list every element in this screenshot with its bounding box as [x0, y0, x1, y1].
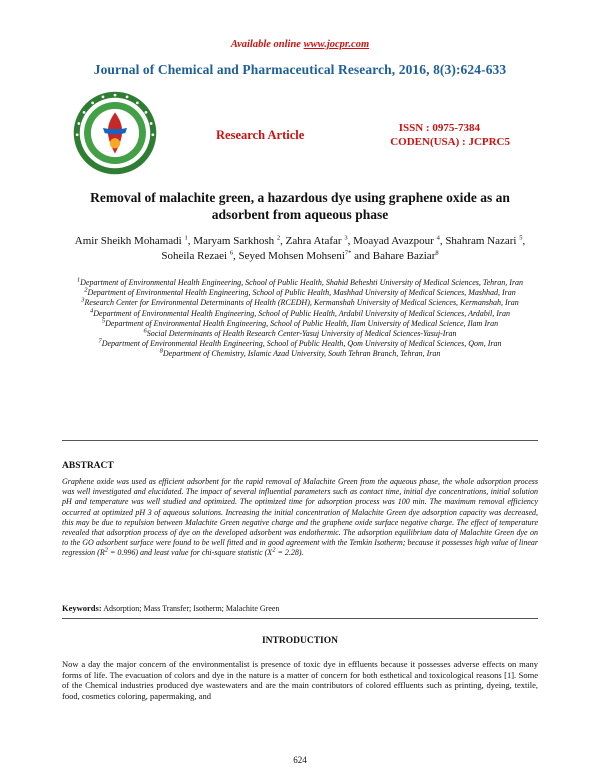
abstract-text: = 0.996) and least value for chi-square statistic (X: [107, 548, 273, 558]
author-name: , Soheila Rezaei: [161, 235, 526, 262]
author-sup: 7*: [344, 248, 352, 256]
affiliation-text: Department of Environmental Health Engineering, School of Public Health, Qom University of Medical Sciences, Qom, Iran: [101, 339, 502, 349]
title-line: adsorbent from aqueous phase: [211, 207, 389, 222]
affiliations: [62, 278, 538, 360]
abstract-sup: 2: [104, 546, 108, 554]
affiliation-sup: 3: [81, 296, 85, 304]
affiliation-sup: 6: [143, 327, 147, 335]
available-prefix: Available online: [230, 39, 304, 50]
author-sup: 5: [519, 234, 523, 242]
article-type: Research Article: [216, 128, 305, 142]
abstract-sup: 2: [272, 546, 276, 554]
affiliation-item: [62, 298, 538, 308]
affiliation-text: Department of Environmental Health Engineering, School of Public Health, Ilam University of Medical Science, Ilam Iran: [105, 318, 499, 328]
issn: ISSN : 0975-7384: [398, 122, 480, 134]
affiliation-item: [62, 278, 538, 288]
affiliation-sup: 5: [101, 317, 106, 325]
affiliation-sup: 1: [76, 276, 81, 284]
affiliation-sup: 4: [90, 306, 94, 314]
introduction-body: Now a day the major concern of the environmentalist is presence of toxic dye in effluents because it possesses adverse effects on many forms of life. The evacuation of colors and dye in the nature is a matter of concern for both esthetical and toxicological reasons [1]. Some of the Chemical industries produced dye wastewaters and are the main contributors of colored effluents such as printing, dyeing, textile, food, cosmetics coloring, papermaking, and: [62, 659, 538, 701]
author-list: [70, 234, 530, 263]
affiliation-item: [62, 349, 538, 359]
author-name: , Moayad Avazpour: [347, 235, 437, 247]
author-sup: 2: [276, 234, 281, 242]
affiliation-sup: 8: [159, 347, 163, 355]
author-name: and Bahare Baziar: [351, 249, 436, 262]
abstract-body: [62, 477, 538, 559]
available-online: [0, 39, 600, 50]
keywords: [62, 603, 538, 613]
affiliation-item: [62, 339, 538, 349]
keywords-text: Adsorption; Mass Transfer; Isotherm; Malachite Green: [101, 604, 280, 613]
divider: [62, 440, 538, 441]
affiliation-text: Social Determinants of Health Research Center-Yasuj University of Medical Sciences-Yasuj-Iran: [146, 329, 457, 339]
abstract-text: Graphene oxide was used as efficient adsorbent for the rapid removal of Malachite Green from the aqueous phase, the whole adsorption process was well investigated and elucidated. The impact of several influential parameters such as contact time, initial dye concentrations, initial solution pH and temperature was well studied and optimized. The optimized time for adsorption process was 100 min. The maximum removal efficiency occurred at optimized pH 3 of aqueous solutions. Increasing the initial concentration of Malachite Green dye adsorption capacity was decreased, this may be due to repulsion between Malachite Green negative charge and the graphene oxide surface negative charge. The effect of temperature revealed that adsorption process of dye on the developed adsorbent was endothermic. The adsorption equilibrium data of Malachite Green dye on to the GO adsorbent surface were found to be well fitted and in good agreement with the Temkin Isotherm; because it possesses high value of linear regression (R: [62, 477, 538, 558]
author-sup: 6: [229, 248, 234, 256]
author-sup: 8: [435, 248, 439, 256]
author-name: , Seyed Mohsen Mohseni: [233, 249, 345, 262]
affiliation-item: [62, 319, 538, 329]
coden: CODEN(USA) : JCPRC5: [390, 136, 510, 148]
affiliation-sup: 7: [98, 337, 102, 345]
abstract-heading: ABSTRACT: [62, 461, 114, 471]
journal-title: Journal of Chemical and Pharmaceutical Research, 2016, 8(3):624-633: [93, 62, 507, 77]
abstract-text: = 2.28).: [275, 548, 304, 558]
author-sup: 4: [436, 234, 440, 242]
affiliation-text: Department of Environmental Health Engineering, School of Public Health, Shahid Beheshti University of Medical Sciences, Tehran, Iran: [80, 278, 524, 287]
keywords-label: Keywords:: [62, 603, 102, 613]
title-line: Removal of malachite green, a hazardous dye using graphene oxide as an: [90, 190, 510, 205]
author-sup: 3: [344, 234, 348, 242]
journal-url-link[interactable]: www.jocpr.com: [303, 39, 370, 50]
paper-title: [0, 189, 600, 223]
affiliation-text: Department of Chemistry, Islamic Azad University, South Tehran Branch, Tehran, Iran: [162, 349, 441, 359]
affiliation-item: [62, 288, 538, 298]
author-name: , Zahra Atafar: [280, 235, 345, 247]
author-name: Amir Sheikh Mohamadi: [74, 235, 185, 247]
affiliation-item: [62, 329, 538, 339]
page-number: 624: [293, 755, 307, 765]
affiliation-text: Department of Environmental Health Engineering, School of Public Health, Mashhad University of Medical Sciences, Mashhad, Iran: [87, 288, 516, 298]
affiliation-item: [62, 306, 538, 319]
author-name: , Maryam Sarkhosh: [187, 235, 277, 247]
affiliation-sup: 2: [84, 286, 88, 294]
author-name: , Shahram Nazari: [439, 235, 520, 247]
affiliation-text: Research Center for Environmental Determinants of Health (RCEDH), Kermanshah University of Medical Sciences, Kermanshah, Iran: [84, 298, 519, 308]
author-sup: 1: [184, 234, 188, 242]
introduction-heading: INTRODUCTION: [261, 636, 338, 646]
divider: [62, 618, 538, 619]
affiliation-text: Department of Environmental Health Engineering, School of Public Health, Ardabil University of Medical Sciences, Ardabil, Iran: [93, 308, 510, 318]
issn-block: [0, 121, 510, 149]
